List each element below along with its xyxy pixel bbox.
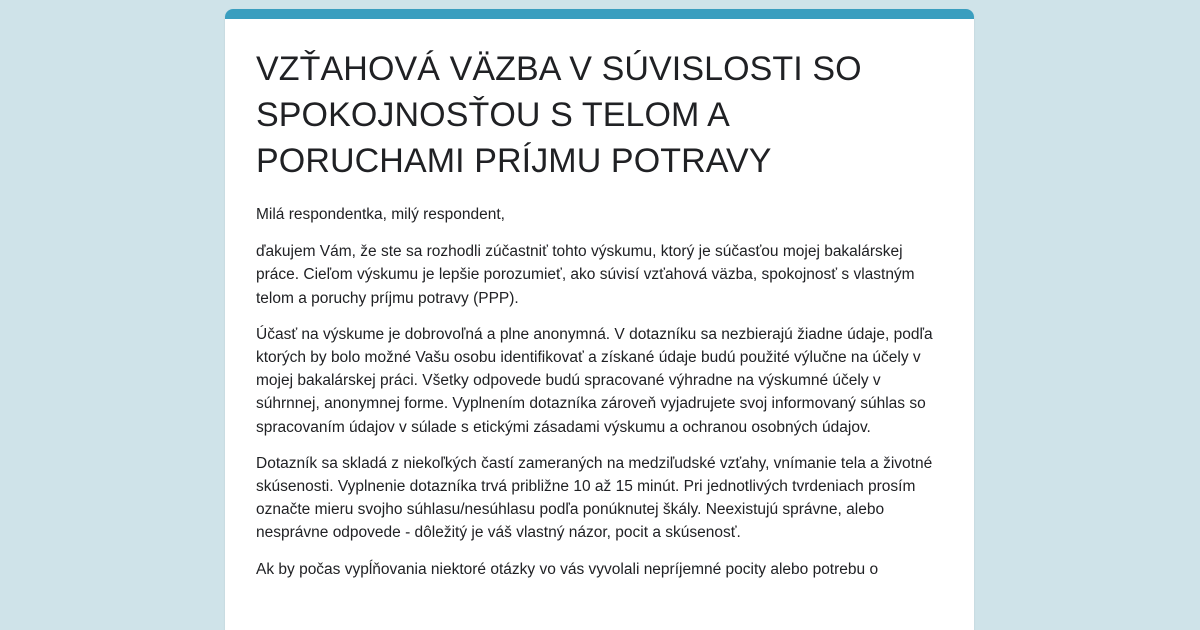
form-header <box>225 46 974 581</box>
description-paragraph-support: Ak by počas vypĺňovania niektoré otázky vo vás vyvolali nepríjemné pocity alebo potrebu o <box>256 560 879 578</box>
form-description <box>256 203 944 581</box>
form-title: VZŤAHOVÁ VÄZBA V SÚVISLOSTI SO SPOKOJNOSŤOU S TELOM A PORUCHAMI PRÍJMU POTRAVY <box>256 50 862 180</box>
description-greeting: Milá respondentka, milý respondent, <box>256 206 505 223</box>
description-paragraph-structure: Dotazník sa skladá z niekoľkých častí zameraných na medziľudské vzťahy, vnímanie tela a životné skúsenosti. Vyplnenie dotazníka trvá približne 10 až 15 minút. Pri jednotlivých tvrdeniach prosím označte mieru svojho súhlasu/nesúhlasu podľa ponúknutej škály. Neexistujú správne, alebo nesprávne odpovede - dôležitý je váš vlastný názor, pocit a skúsenosť. <box>256 454 933 542</box>
description-paragraph-intro: ďakujem Vám, že ste sa rozhodli zúčastniť tohto výskumu, ktorý je súčasťou mojej bakalárskej práce. Cieľom výskumu je lepšie porozumieť, ako súvisí vzťahová väzba, spokojnosť s vlastným telom a poruchy príjmu potravy (PPP). <box>256 243 915 307</box>
form-card <box>225 9 974 630</box>
description-paragraph-anonymity: Účasť na výskume je dobrovoľná a plne anonymná. V dotazníku sa nezbierajú žiadne údaje, podľa ktorých by bolo možné Vašu osobu identifikovať a získané údaje budú použité výlučne na účely v mojej bakalárskej práci. Všetky odpovede budú spracované výhradne na výskumné účely v súhrnnej, anonymnej forme. Vyplnením dotazníka zároveň vyjadrujete svoj informovaný súhlas so spracovaním údajov v súlade s etickými zásadami výskumu a ochranou osobných údajov. <box>256 325 933 436</box>
form-accent-bar <box>225 9 974 19</box>
